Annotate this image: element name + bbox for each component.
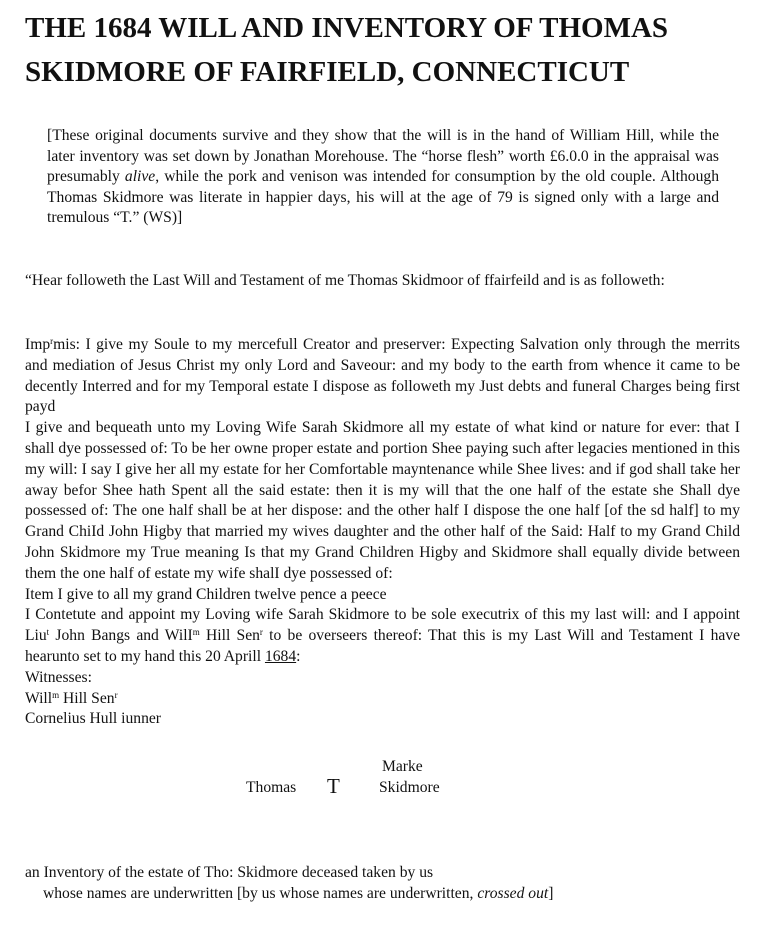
editorial-note bbox=[47, 126, 719, 229]
note-text-1: [These original documents survive and they show that the will is in the hand of William Hill, while the later inventory was set down by Jonathan Morehouse. The “horse flesh” worth £6.0.0 in the appraisal was presumably bbox=[47, 127, 719, 185]
title-line-2: SKIDMORE OF FAIRFIELD, CONNECTICUT bbox=[25, 56, 630, 88]
will-paragraph-3: Item I give to all my grand Children twelve pence a peece bbox=[25, 585, 387, 603]
inventory-line-2-text: whose names are underwritten [by us whose names are underwritten, bbox=[43, 885, 478, 902]
executrix-sup-2: m bbox=[192, 627, 200, 638]
executrix-text-d: to be overseers thereof: That this is my Last Will and Testament I have hearunto set to my hand this 20 Aprill bbox=[25, 627, 741, 665]
will-paragraph-2: I give and bequeath unto my Loving Wife Sarah Skidmore all my estate of what kind or nature for ever: that I shall dye possessed of: To be her owne proper estate and portion Shee paying such after legacies mentioned in this my will: I say I give her all my estate for her Comfortable mayntenance while Shee lives: and if god shall take her away befor Shee hath Spent all the said estate: then it is my will that the one half of the estate she Shall dye possessed of: The one half shall be at her dispose: and the other half I dispose the one half [of the sd half] to my Grand ChiId John Higby that married my wives daughter and the other half of the Said: Half to my Grand Child John Skidmore my True meaning Is that my Grand Children Higby and Skidmore shall equally divide between them the one half of estate my wife shalI dye possessed of: bbox=[25, 419, 740, 582]
note-text-2: , while the pork and venison was intended for consumption by the old couple. Although Thomas Skidmore was literate in happier days, his will at the age of 79 is signed only with a large and tremulous “T.” (WS)] bbox=[47, 168, 719, 226]
witnesses-label: Witnesses: bbox=[25, 668, 92, 686]
executrix-text-b: John Bangs and WilI bbox=[49, 627, 193, 645]
imprimis-rest: mis: I give my Soule to my mercefull Creator and preserver: Expecting Salvation only through the merrits and mediation of Jesus Christ my only Lord and Saveour: and my body to the earth from whence it came to be decently Interred and for my Temporal estate I dispose as followeth my Just debts and funeral Charges being first payd bbox=[25, 336, 740, 416]
executrix-text-a: I Contetute and appoint my Loving wife Sarah Skidmore to be sole executrix of this my last will: and I appoint Liu bbox=[25, 606, 740, 645]
document-title bbox=[25, 6, 765, 94]
witness-2: Cornelius Hull iunner bbox=[25, 710, 161, 728]
signature-marke-label: Marke bbox=[382, 758, 423, 775]
imprimis-start: Imp bbox=[25, 336, 51, 353]
witness-1-b: Hill Sen bbox=[59, 689, 115, 707]
signature-mark: T bbox=[327, 774, 340, 798]
inventory-crossed-out: crossed out bbox=[477, 885, 549, 902]
executrix-text-c: Hill Sen bbox=[199, 627, 260, 645]
note-alive: alive bbox=[124, 168, 156, 185]
witness-1-a: Will bbox=[25, 689, 53, 707]
inventory-line-1: an Inventory of the estate of Tho: Skidmore deceased taken by us bbox=[25, 864, 434, 881]
executrix-sup-3: r bbox=[259, 627, 263, 638]
signature-last-name: Skidmore bbox=[379, 779, 440, 796]
will-paragraph-1 bbox=[25, 335, 740, 418]
executrix-text-e: : bbox=[296, 647, 301, 665]
witness-1 bbox=[25, 689, 740, 710]
will-year: 1684 bbox=[264, 647, 297, 665]
inventory-line-2 bbox=[25, 883, 745, 904]
executrix-sup-1: t bbox=[46, 627, 50, 638]
witness-1-sup-1: m bbox=[52, 689, 60, 700]
inventory-heading bbox=[25, 862, 745, 904]
signature-first-name: Thomas bbox=[246, 779, 297, 796]
witness-1-sup-2: r bbox=[114, 689, 118, 700]
will-paragraph-4 bbox=[25, 605, 740, 667]
imprimis-sup: r bbox=[50, 336, 54, 346]
inventory-line-2-end: ] bbox=[548, 885, 554, 902]
will-opening: “Hear followeth the Last Will and Testament of me Thomas Skidmoor of ffairfeild and is as followeth: bbox=[25, 272, 665, 289]
title-line-1: THE 1684 WILL AND INVENTORY OF THOMAS bbox=[25, 12, 669, 44]
will-body bbox=[25, 335, 740, 730]
